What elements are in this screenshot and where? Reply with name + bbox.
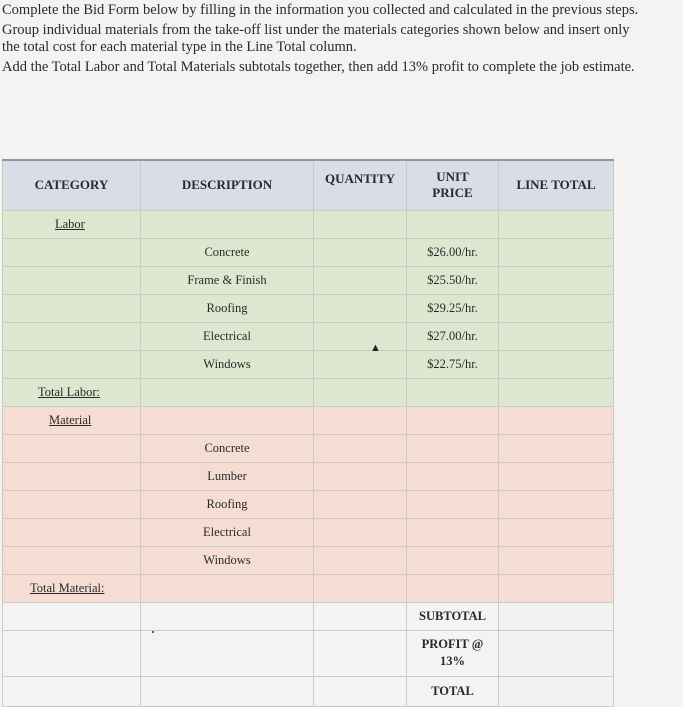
line-total-cell[interactable] <box>499 238 614 266</box>
material-label: Material <box>3 406 141 434</box>
table-row <box>3 294 614 322</box>
subtotal-label: SUBTOTAL <box>407 602 499 630</box>
table-row <box>3 462 614 490</box>
labor-label: Labor <box>3 210 141 238</box>
line-total-cell[interactable] <box>499 350 614 378</box>
line-total-cell[interactable] <box>499 518 614 546</box>
profit-row <box>3 630 614 676</box>
labor-section-row <box>3 210 614 238</box>
quantity-cell[interactable] <box>314 434 407 462</box>
line-total-cell[interactable] <box>499 490 614 518</box>
labor-unit-price: $26.00/hr. <box>407 238 499 266</box>
instruction-1: Complete the Bid Form below by filling in the information you collected and calculated in the previous steps. <box>2 2 639 18</box>
line-total-cell[interactable] <box>499 434 614 462</box>
quantity-cell[interactable] <box>314 518 407 546</box>
instruction-2: Group individual materials from the take-off list under the materials categories shown below and insert only the total cost for each material type in the Line Total column. <box>2 22 630 55</box>
table-row <box>3 238 614 266</box>
header-line-total: LINE TOTAL <box>499 160 614 210</box>
labor-unit-price: $22.75/hr. <box>407 350 499 378</box>
material-section-row <box>3 406 614 434</box>
unit-price-cell[interactable] <box>407 434 499 462</box>
labor-description: Windows <box>141 350 314 378</box>
quantity-cell[interactable] <box>314 294 407 322</box>
labor-unit-price: $25.50/hr. <box>407 266 499 294</box>
total-material-label: Total Material: <box>3 574 141 602</box>
total-label: TOTAL <box>407 676 499 706</box>
subtotal-row <box>3 602 614 630</box>
line-total-cell[interactable] <box>499 266 614 294</box>
unit-price-cell[interactable] <box>407 546 499 574</box>
line-total-cell[interactable] <box>499 406 614 434</box>
instructions <box>2 2 642 79</box>
material-description: Windows <box>141 546 314 574</box>
quantity-cell[interactable] <box>314 322 407 350</box>
total-cell[interactable] <box>499 676 614 706</box>
mouse-cursor-icon: ▲ <box>370 342 381 354</box>
total-row <box>3 676 614 706</box>
stray-dot <box>152 631 154 633</box>
profit-rate: 13% <box>440 654 465 668</box>
material-description: Roofing <box>141 490 314 518</box>
quantity-cell[interactable] <box>314 462 407 490</box>
unit-price-cell[interactable] <box>407 462 499 490</box>
quantity-cell[interactable] <box>314 546 407 574</box>
profit-label <box>407 630 499 676</box>
unit-price-cell[interactable] <box>407 490 499 518</box>
labor-description: Frame & Finish <box>141 266 314 294</box>
labor-description: Roofing <box>141 294 314 322</box>
material-description: Concrete <box>141 434 314 462</box>
table-row <box>3 490 614 518</box>
header-unit-price: UNIT PRICE <box>407 160 499 210</box>
quantity-cell[interactable] <box>314 266 407 294</box>
quantity-cell[interactable] <box>314 238 407 266</box>
line-total-cell[interactable] <box>499 294 614 322</box>
total-labor-cell[interactable] <box>499 378 614 406</box>
instruction-3: Add the Total Labor and Total Materials subtotals together, then add 13% profit to complete the job estimate. <box>2 59 635 75</box>
material-description: Lumber <box>141 462 314 490</box>
labor-unit-price: $27.00/hr. <box>407 322 499 350</box>
labor-unit-price: $29.25/hr. <box>407 294 499 322</box>
table-row <box>3 518 614 546</box>
bid-form-table <box>2 159 614 707</box>
table-row <box>3 266 614 294</box>
profit-cell[interactable] <box>499 630 614 676</box>
labor-description: Concrete <box>141 238 314 266</box>
total-labor-row <box>3 378 614 406</box>
subtotal-cell[interactable] <box>499 602 614 630</box>
table-row <box>3 322 614 350</box>
unit-price-cell[interactable] <box>407 518 499 546</box>
total-material-cell[interactable] <box>499 574 614 602</box>
line-total-cell[interactable] <box>499 462 614 490</box>
line-total-cell[interactable] <box>499 322 614 350</box>
profit-text: PROFIT @ <box>421 637 484 651</box>
line-total-cell[interactable] <box>499 546 614 574</box>
quantity-cell[interactable] <box>314 490 407 518</box>
table-row <box>3 434 614 462</box>
material-description: Electrical <box>141 518 314 546</box>
total-material-row <box>3 574 614 602</box>
line-total-cell[interactable] <box>499 210 614 238</box>
header-category: CATEGORY <box>3 160 141 210</box>
table-row <box>3 350 614 378</box>
total-labor-label: Total Labor: <box>3 378 141 406</box>
header-quantity: QUANTITY <box>314 160 407 210</box>
quantity-cell[interactable] <box>314 350 407 378</box>
header-description: DESCRIPTION <box>141 160 314 210</box>
labor-description: Electrical <box>141 322 314 350</box>
table-row <box>3 546 614 574</box>
